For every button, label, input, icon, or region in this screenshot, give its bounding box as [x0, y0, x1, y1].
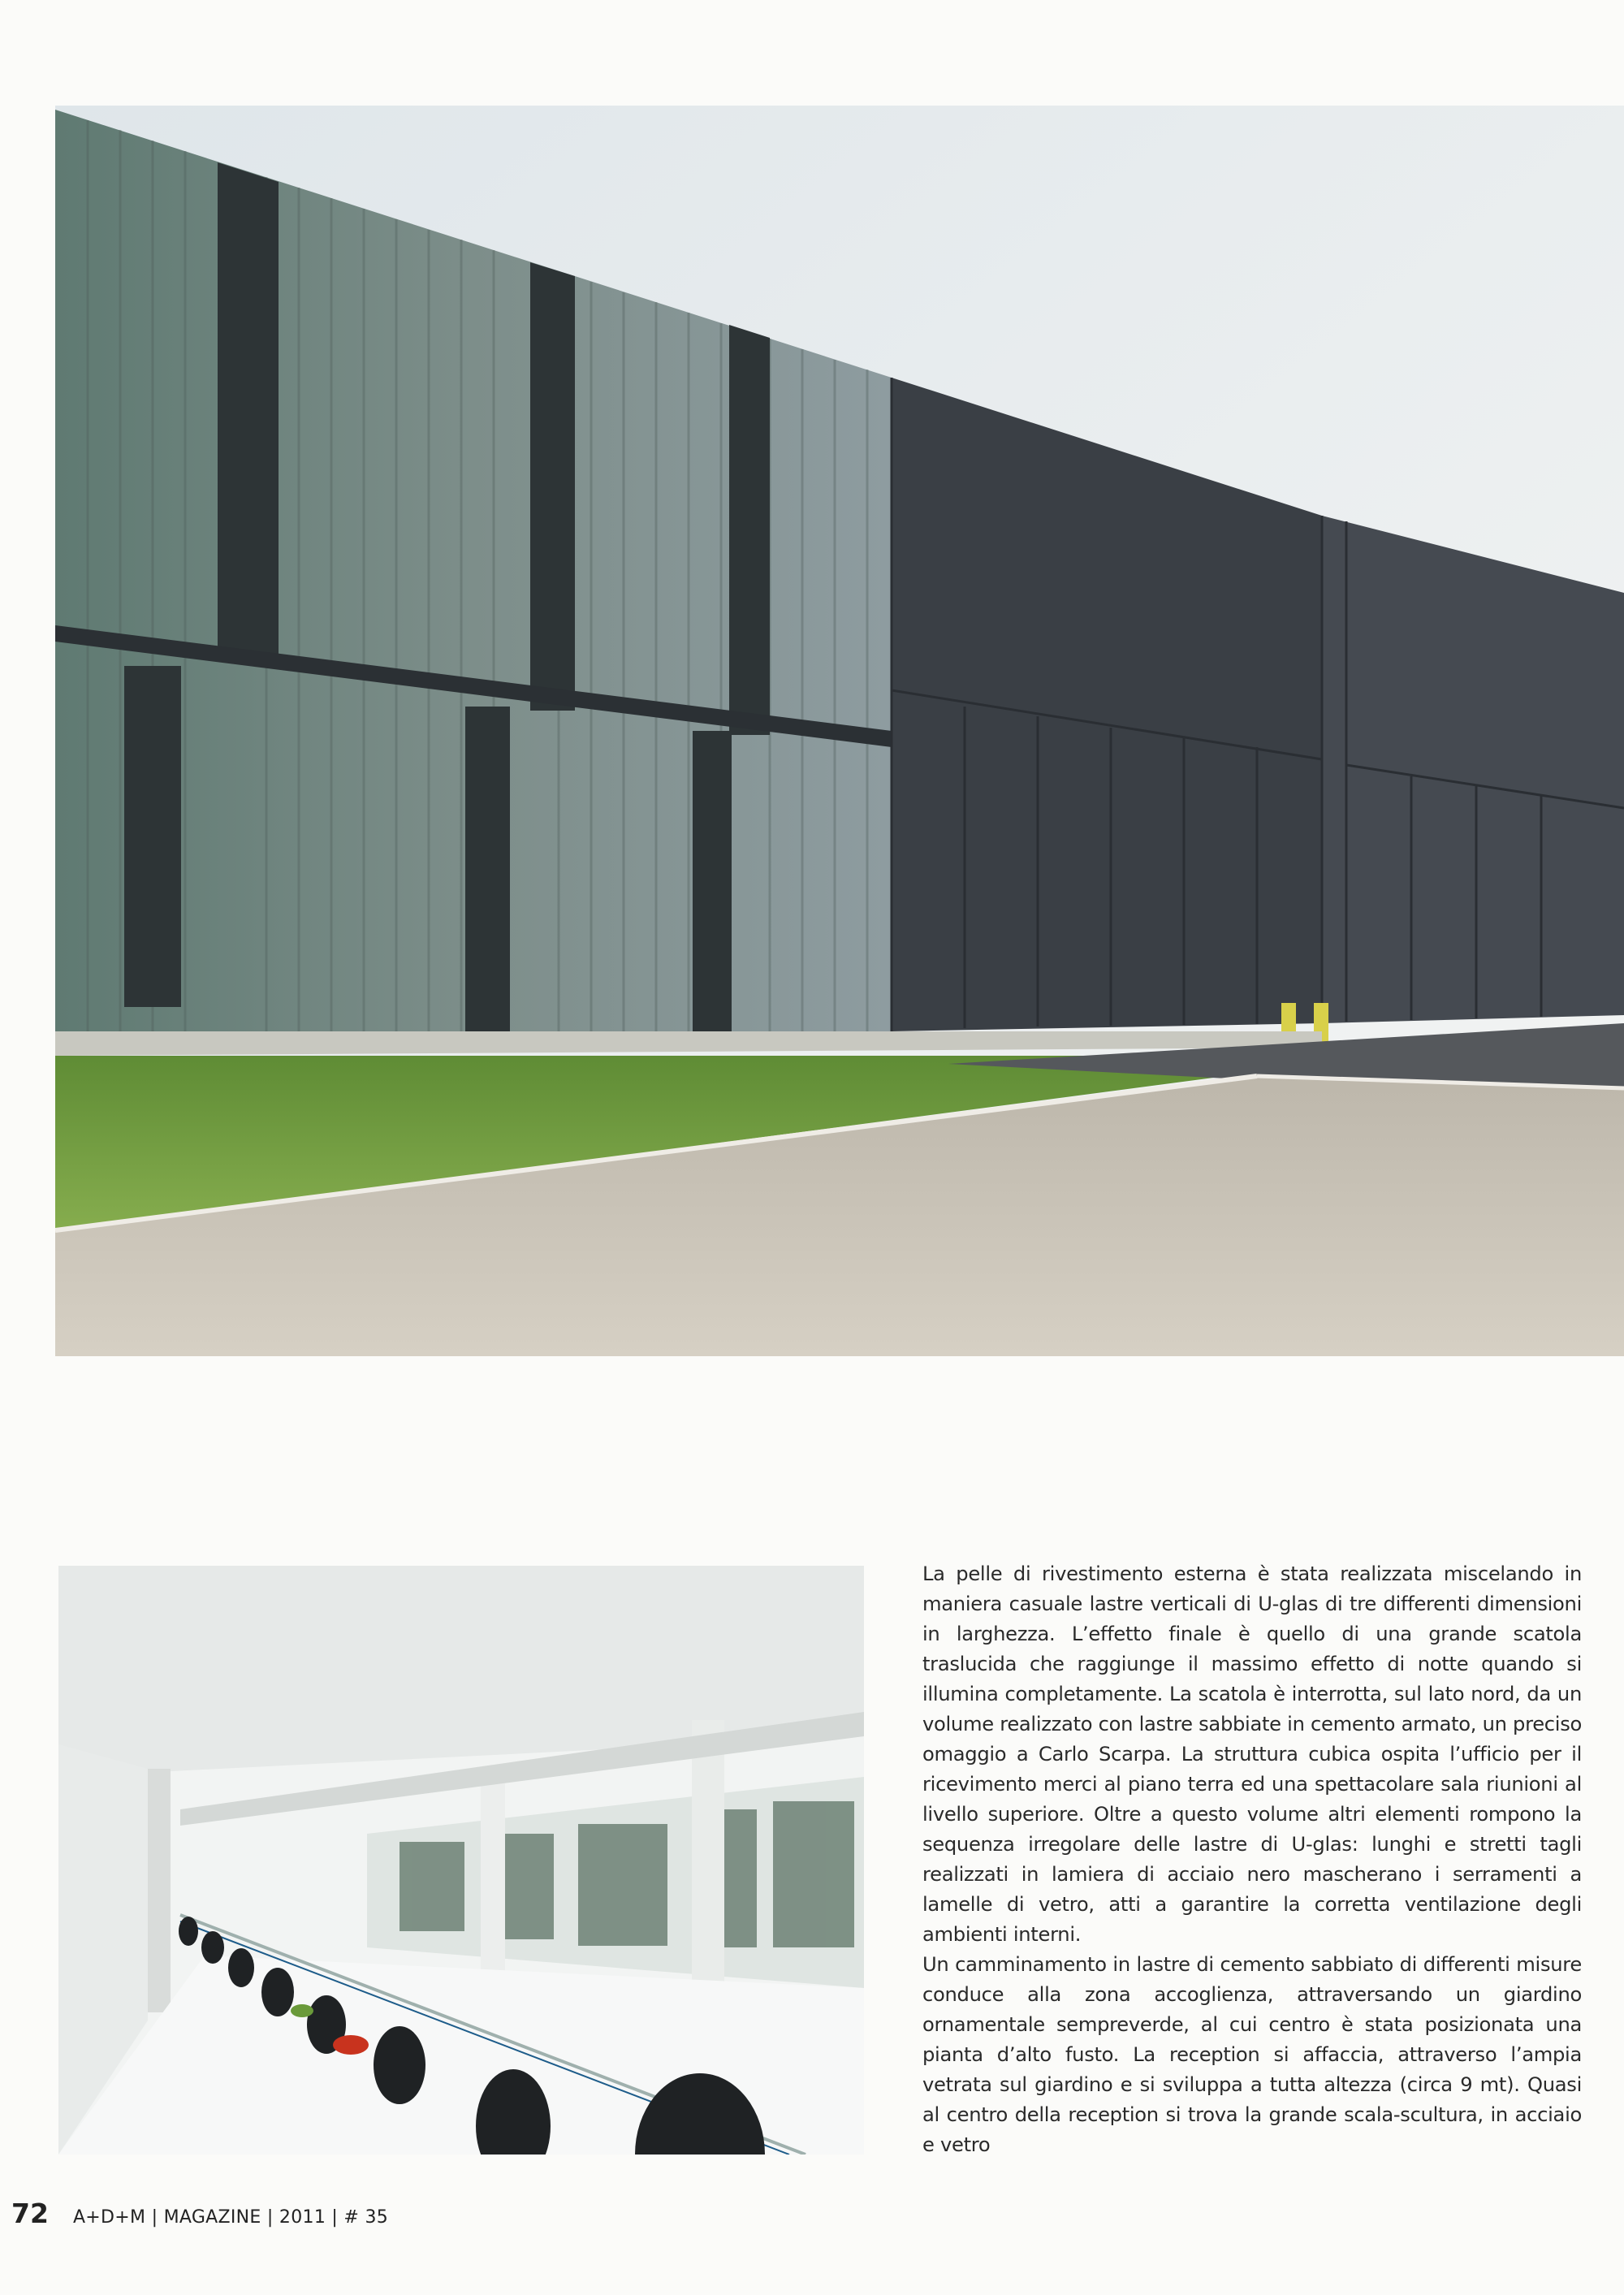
interior-photo	[58, 1566, 864, 2155]
facade-photo	[55, 106, 1624, 1356]
page-number: 72	[11, 2198, 49, 2229]
article-paragraph: Un camminamento in lastre di cemento sabbiato di differenti misure conduce alla zona accoglienza, attraversando un giardino ornamentale sempreverde, al cui centro è stata posizionata una pianta d’alto fusto. La reception si affaccia, attraverso l’ampia vetrata sul giardino e si sviluppa a tutta altezza (circa 9 mt). Quasi al centro della reception si trova la grande scala-scultura, in acciaio e vetro	[922, 1953, 1582, 2156]
running-head: A+D+M | MAGAZINE | 2011 | # 35	[72, 2207, 389, 2228]
article-text	[922, 1559, 1582, 2160]
page-footer	[11, 2198, 388, 2238]
article-paragraph: La pelle di rivestimento esterna è stata realizzata miscelando in maniera casuale lastre verticali di U-glas di tre differenti dimensioni in larghezza. L’effetto finale è quello di una grande scatola traslucida che raggiunge il massimo effetto di notte quando si illumina completamente. La scatola è interrotta, sul lato nord, da un volume realizzato con lastre sabbiate in cemento armato, un preciso omaggio a Carlo Scarpa. La struttura cubica ospita l’ufficio per il ricevimento merci al piano terra ed una spettacolare sala riunioni al livello superiore. Oltre a questo volume altri elementi rompono la sequenza irregolare delle lastre di U-glas: lunghi e stretti tagli realizzati in lamiera di acciaio nero mascherano i serramenti a lamelle di vetro, atti a garantire la corretta ventilazione degli ambienti interni.	[922, 1562, 1582, 1946]
